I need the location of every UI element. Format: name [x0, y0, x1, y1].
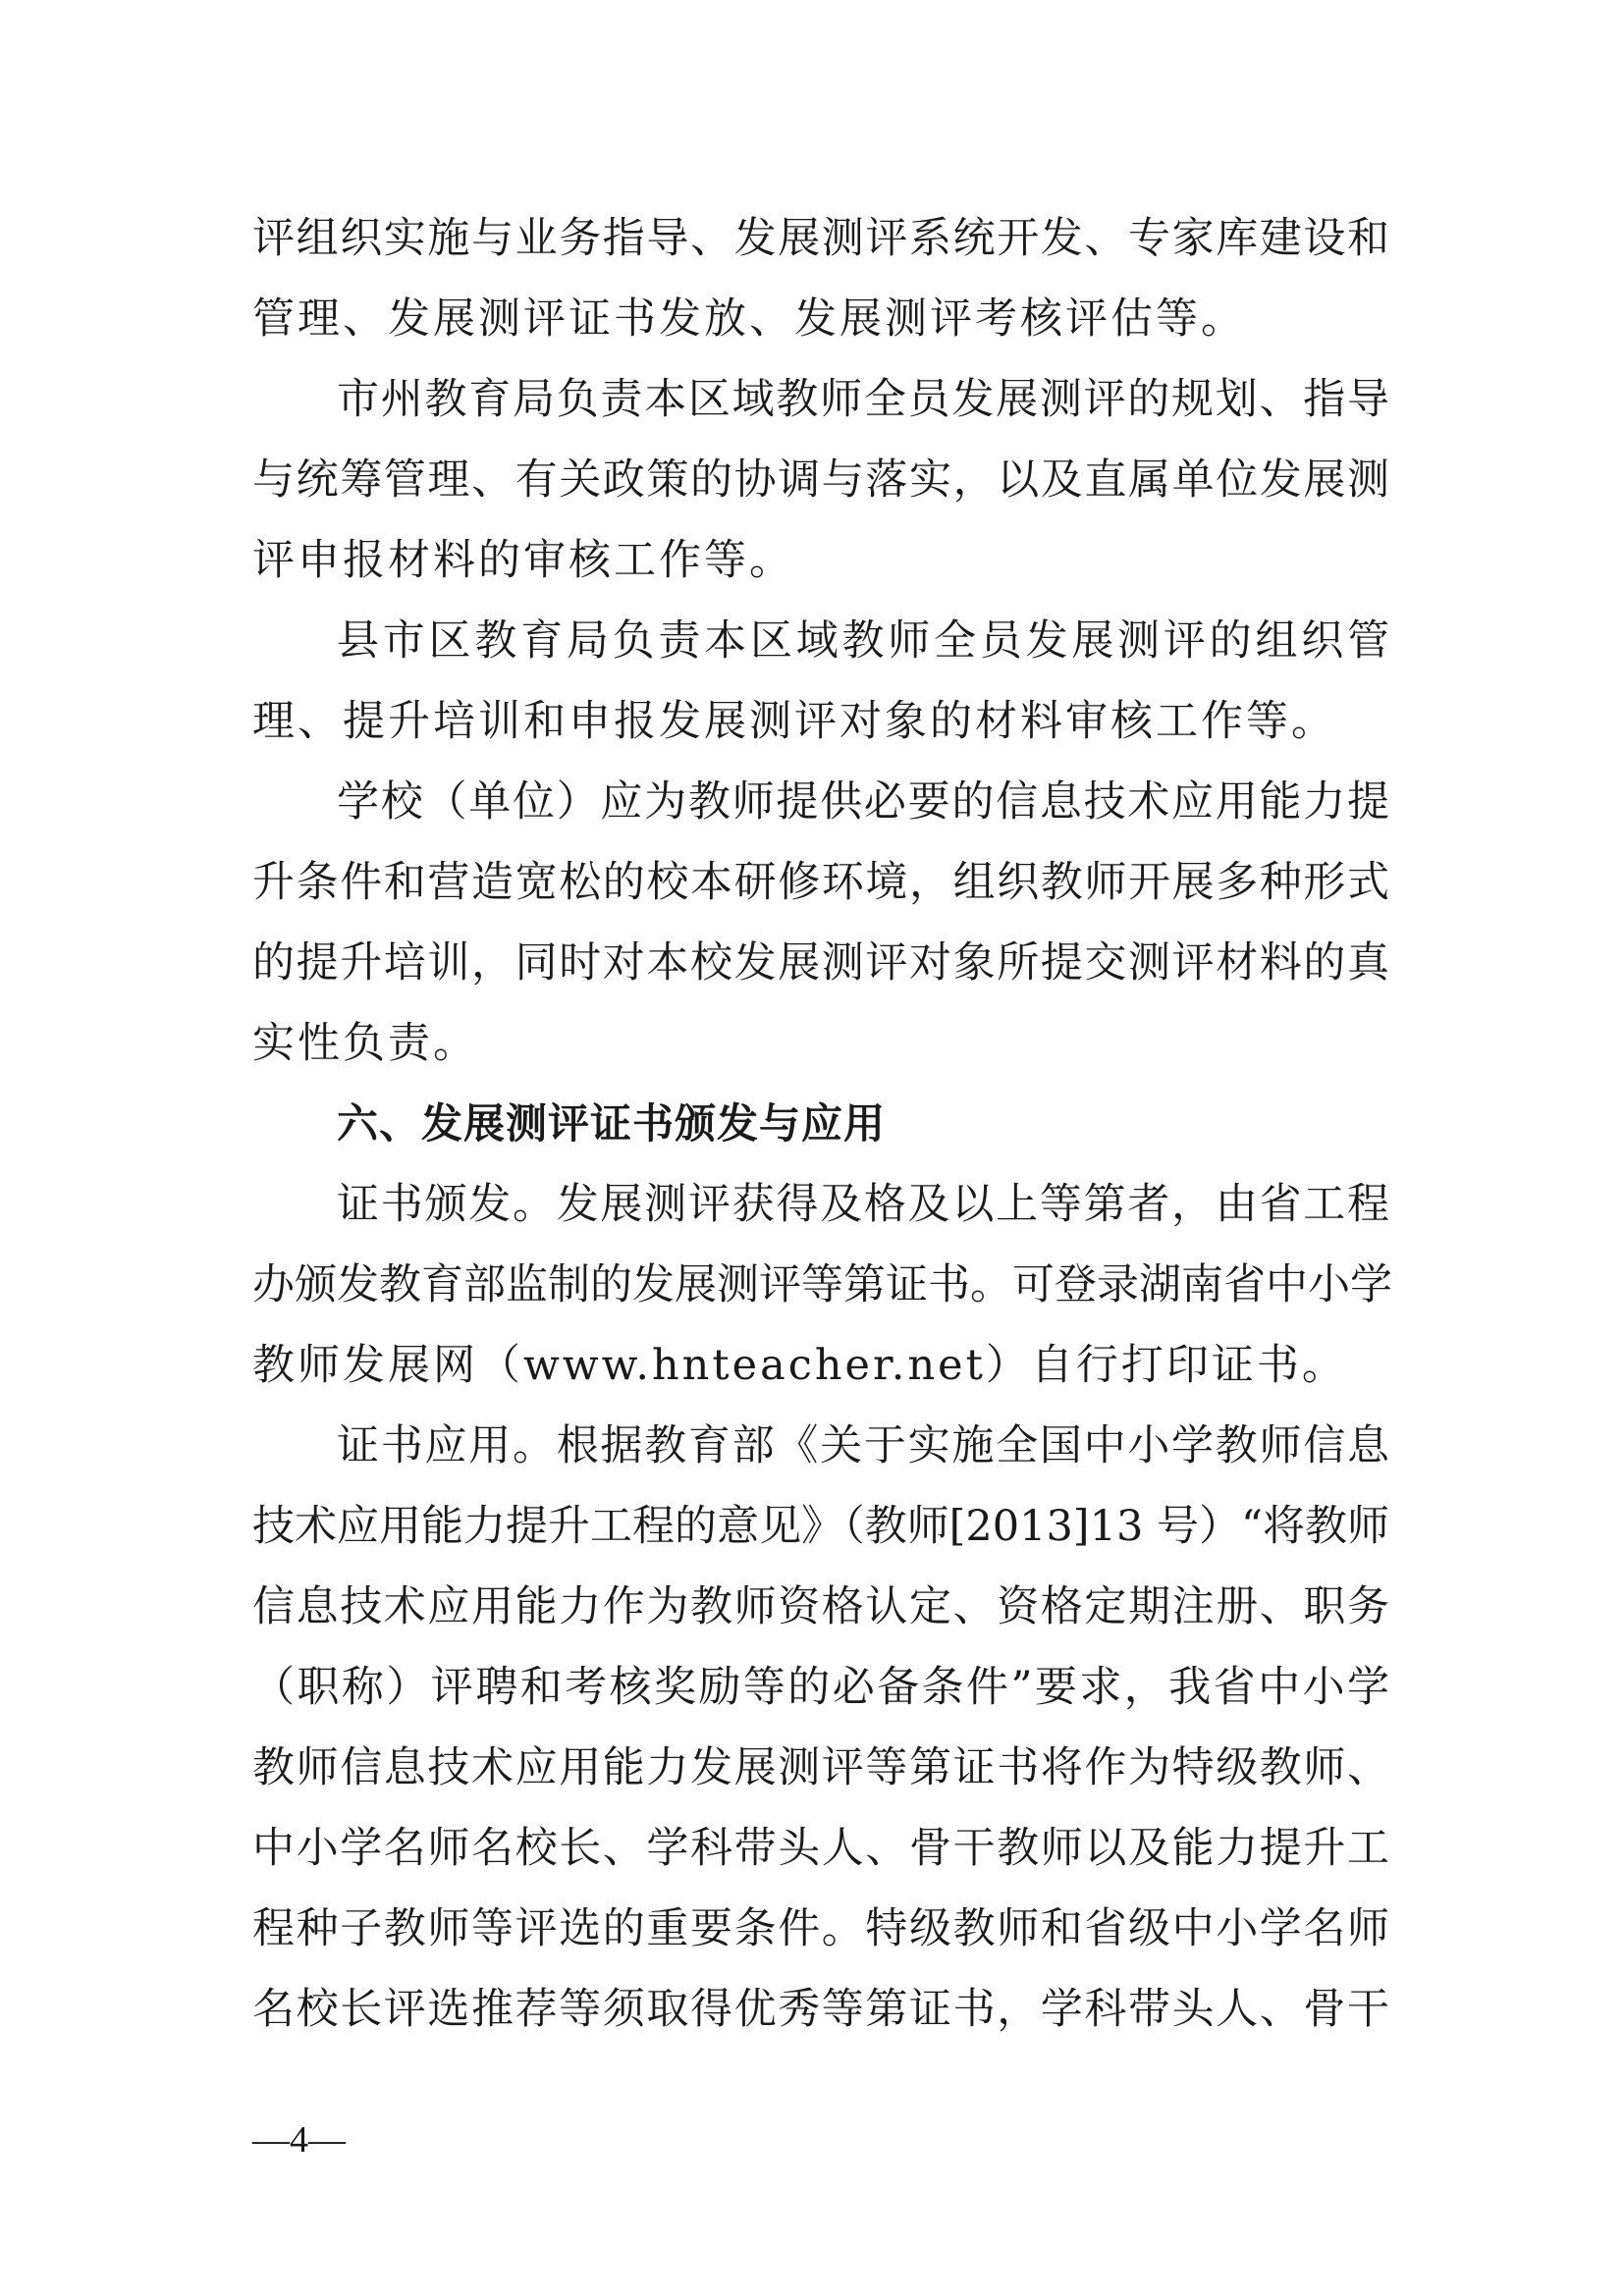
text-line: （职称）评聘和考核奖励等的必备条件”要求，我省中小学 [252, 1663, 1389, 1712]
paragraph-start-line: 证书颁发。发展测评获得及格及以上等第者，由省工程 [337, 1180, 1389, 1229]
text-line: 的提升培训，同时对本校发展测评对象所提交测评材料的真 [252, 938, 1389, 988]
document-body [252, 208, 1392, 2059]
paragraph-start-line: 证书应用。根据教育部《关于实施全国中小学教师信息 [337, 1421, 1389, 1470]
text-line: 中小学名师名校长、学科带头人、骨干教师以及能力提升工 [252, 1824, 1389, 1873]
text-line: 办颁发教育部监制的发展测评等第证书。可登录湖南省中小学 [252, 1260, 1392, 1309]
text-line: 教师发展网（www.hnteacher.net）自行打印证书。 [252, 1341, 1347, 1390]
text-line: 教师信息技术应用能力发展测评等第证书将作为特级教师、 [252, 1743, 1389, 1792]
page-number: —4— [252, 2119, 346, 2161]
paragraph-start-line: 学校（单位）应为教师提供必要的信息技术应用能力提 [337, 777, 1389, 827]
section-heading: 六、发展测评证书颁发与应用 [337, 1099, 887, 1148]
text-line: 评组织实施与业务指导、发展测评系统开发、专家库建设和 [252, 214, 1389, 263]
text-line: 名校长评选推荐等须取得优秀等第证书，学科带头人、骨干 [252, 1985, 1389, 2034]
text-line: 理、提升培训和申报发展测评对象的材料审核工作等。 [252, 697, 1336, 746]
paragraph-start-line: 市州教育局负责本区域教师全员发展测评的规划、指导 [337, 375, 1389, 424]
text-line: 与统筹管理、有关政策的协调与落实，以及直属单位发展测 [252, 455, 1389, 505]
text-line: 实性负责。 [252, 1019, 478, 1068]
text-line: 管理、发展测评证书发放、发展测评考核评估等。 [252, 294, 1246, 344]
paragraph-start-line: 县市区教育局负责本区域教师全员发展测评的组织管 [337, 616, 1389, 666]
text-line: 信息技术应用能力作为教师资格认定、资格定期注册、职务 [252, 1582, 1389, 1631]
text-line: 升条件和营造宽松的校本研修环境，组织教师开展多种形式 [252, 858, 1389, 907]
text-line: 程种子教师等评选的重要条件。特级教师和省级中小学名师 [252, 1904, 1389, 1953]
text-line: 技术应用能力提升工程的意见》（教师[2013]13 号）“将教师 [252, 1502, 1389, 1551]
text-line: 评申报材料的审核工作等。 [252, 536, 794, 585]
